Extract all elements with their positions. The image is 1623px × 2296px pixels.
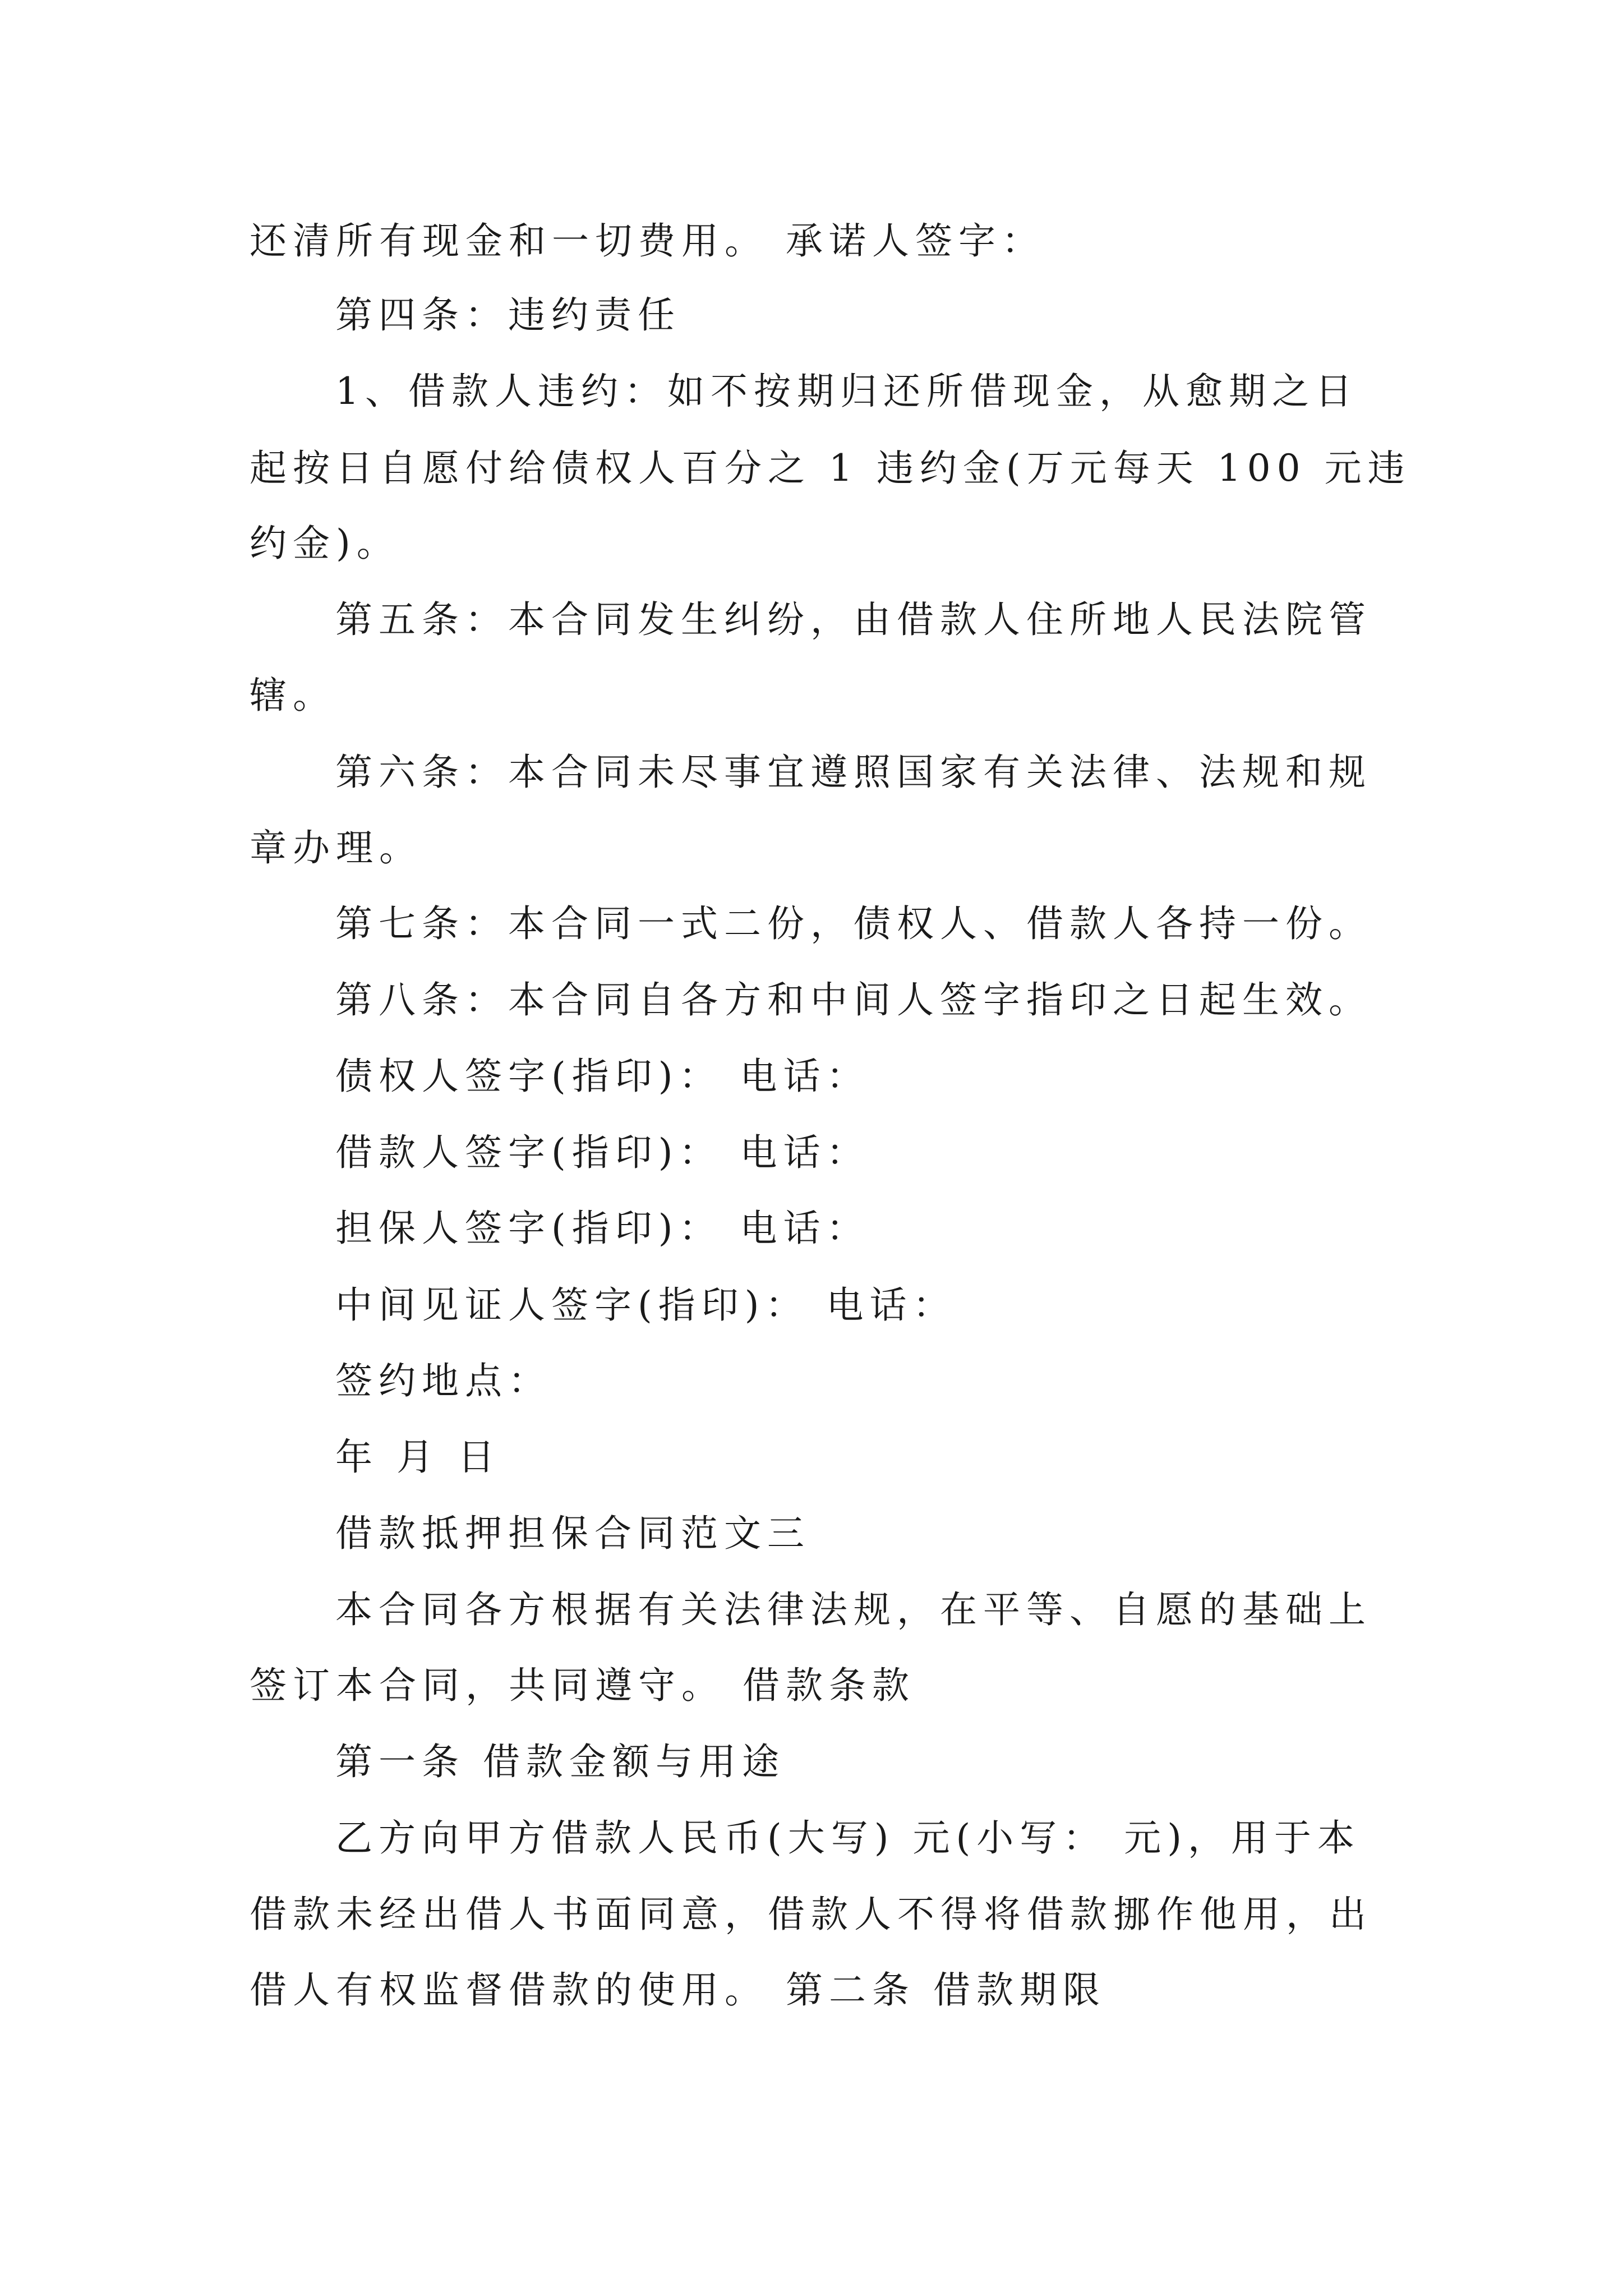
- article-1-heading: 第一条 借款金额与用途: [335, 1740, 785, 1783]
- article-7-line: 第七条：本合同一式二份，债权人、借款人各持一份。: [335, 902, 1372, 945]
- text-line-4: 起按日自愿付给债权人百分之 1 违约金(万元每天 100 元违: [250, 447, 1411, 490]
- date-line: 年 月 日: [335, 1435, 501, 1479]
- article-4-heading: 第四条：违约责任: [335, 293, 681, 337]
- signing-place-line: 签约地点：: [335, 1359, 551, 1402]
- article-5-line: 第五条：本合同发生纠纷，由借款人住所地人民法院管: [335, 598, 1372, 641]
- text-line-24: 借人有权监督借款的使用。 第二条 借款期限: [250, 1968, 1106, 2012]
- witness-signature-line: 中间见证人签字(指印)： 电话：: [335, 1283, 956, 1327]
- creditor-signature-line: 债权人签字(指印)： 电话：: [335, 1055, 870, 1098]
- section-title: 借款抵押担保合同范文三: [335, 1512, 810, 1555]
- text-line-19: 本合同各方根据有关法律法规，在平等、自愿的基础上: [335, 1588, 1372, 1631]
- text-line-1: 还清所有现金和一切费用。 承诺人签字：: [250, 219, 1045, 263]
- text-line-3: 1、借款人违约：如不按期归还所借现金，从愈期之日: [335, 370, 1358, 413]
- guarantor-signature-line: 担保人签字(指印)： 电话：: [335, 1207, 870, 1250]
- text-line-20: 签订本合同，共同遵守。 借款条款: [250, 1664, 915, 1707]
- article-8-line: 第八条：本合同自各方和中间人签字指印之日起生效。: [335, 978, 1372, 1022]
- borrower-signature-line: 借款人签字(指印)： 电话：: [335, 1131, 870, 1174]
- article-6-line: 第六条：本合同未尽事宜遵照国家有关法律、法规和规: [335, 751, 1372, 794]
- text-line-5: 约金)。: [250, 522, 400, 565]
- text-line-22: 乙方向甲方借款人民币(大写) 元(小写： 元)，用于本: [335, 1816, 1361, 1860]
- text-line-9: 章办理。: [250, 826, 422, 869]
- text-line-23: 借款未经出借人书面同意，借款人不得将借款挪作他用，出: [250, 1893, 1372, 1936]
- text-line-7: 辖。: [250, 674, 336, 717]
